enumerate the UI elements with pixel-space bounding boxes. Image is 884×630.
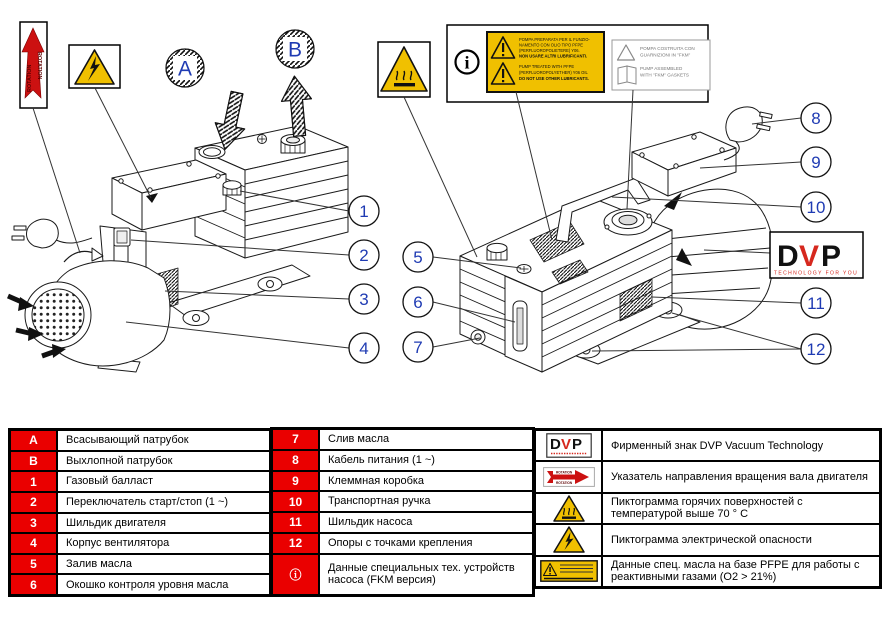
svg-text:D: D [777, 240, 799, 273]
legend-key-info-icon: ⓘ [272, 554, 319, 596]
legend-text: Шильдик двигателя [57, 513, 270, 534]
legend-key: 1 [10, 471, 57, 492]
svg-text:ROTATION: ROTATION [555, 470, 572, 475]
logo-tagline: TECHNOLOGY FOR YOU [773, 270, 859, 277]
legend-text: Пиктограмма горячих поверхностей с температурой выше 70 ° C [602, 493, 880, 524]
legend-text: Указатель направления вращения вала двигателя [602, 461, 880, 492]
rotation-text: ROTATION [36, 52, 42, 80]
oil-fill-plug [517, 265, 531, 274]
svg-text:POMPA PREPARATA PER IL FUNZIO-: POMPA PREPARATA PER IL FUNZIO- [519, 37, 590, 42]
left-pump-plug [12, 219, 92, 248]
legend-text: Клеммная коробка [319, 471, 533, 492]
svg-text:3: 3 [359, 290, 369, 309]
gas-ballast-knob [223, 181, 241, 195]
svg-text:(PERFLUOROPOLIETERE) Y06.: (PERFLUOROPOLIETERE) Y06. [519, 48, 580, 53]
legend-key: 11 [272, 512, 319, 533]
legend-key: 6 [10, 574, 57, 595]
pfpe-label-icon [535, 556, 602, 587]
svg-text:P: P [821, 240, 842, 273]
legend-text: Слив масла [319, 429, 533, 450]
svg-text:V: V [799, 240, 820, 273]
svg-text:6: 6 [413, 293, 423, 312]
legend-text: Шильдик насоса [319, 512, 533, 533]
svg-text:A: A [177, 57, 193, 81]
svg-text:(PERFLUOROPOLYETHER) Y06 OIL: (PERFLUOROPOLYETHER) Y06 OIL [519, 70, 588, 75]
legend-key: B [10, 451, 57, 472]
pfpe-oil-label [487, 32, 604, 92]
legend-text: Данные спец. масла на базе PFPE для работы с реактивными газами (O2 > 21%) [602, 556, 880, 587]
electrical-hazard-icon [535, 524, 602, 555]
svg-text:i: i [464, 52, 470, 73]
legend-key: 12 [272, 533, 319, 554]
legend-text: Пиктограмма электрической опасности [602, 524, 880, 555]
svg-text:NON USARE ALTRI LUBRIFICANTI.: NON USARE ALTRI LUBRIFICANTI. [519, 53, 588, 59]
fan-housing [25, 248, 170, 366]
svg-text:10: 10 [806, 198, 826, 217]
svg-text:PUMP TREATED WITH PFPE: PUMP TREATED WITH PFPE [519, 64, 575, 69]
legend-key: 3 [10, 513, 57, 534]
svg-text:1: 1 [359, 202, 369, 221]
outlet-arrow [279, 75, 314, 137]
exhaust-flange [604, 209, 652, 235]
legend-key: 7 [272, 429, 319, 450]
legend-text: Корпус вентилятора [57, 533, 270, 554]
svg-text:11: 11 [807, 294, 825, 313]
svg-text:ROTATION: ROTATION [555, 480, 572, 485]
legend-key: 9 [272, 471, 319, 492]
rotation-arrow-icon [535, 461, 602, 492]
svg-text:P: P [571, 436, 582, 454]
legend-text: Залив масла [57, 554, 270, 575]
legend-text: Выхлопной патрубок [57, 451, 270, 472]
svg-text:7: 7 [413, 338, 423, 357]
svg-text:V: V [560, 436, 571, 454]
right-pump-drawing [460, 107, 773, 372]
svg-text:D: D [549, 436, 561, 454]
legend-text: Всасывающий патрубок [57, 430, 270, 451]
legend-key: A [10, 430, 57, 451]
svg-text:5: 5 [413, 248, 423, 267]
right-terminal-box [632, 132, 736, 196]
svg-text:GUARNIZIONI IN "FKM": GUARNIZIONI IN "FKM" [640, 52, 691, 58]
legend-key: 8 [272, 450, 319, 471]
top-screw [258, 135, 267, 144]
marker-inlet-a [166, 49, 204, 87]
dvp-logo-icon [535, 430, 602, 461]
svg-text:B: B [287, 38, 303, 62]
svg-text:POMPA COSTRUITA CON: POMPA COSTRUITA CON [640, 46, 695, 51]
inlet-port [199, 146, 225, 159]
legend-text: Данные специальных тех. устройств насоса (FKM версия) [319, 554, 533, 596]
marker-outlet-b [276, 30, 314, 68]
svg-text:12: 12 [806, 340, 826, 359]
rotation-text: ROTATION [27, 64, 33, 92]
oil-drain-plug [471, 330, 485, 344]
svg-text:9: 9 [811, 153, 821, 172]
legend-table-left [8, 428, 272, 597]
left-pump-drawing [8, 75, 348, 372]
legend-text: Окошко контроля уровня масла [57, 574, 270, 595]
svg-text:8: 8 [811, 109, 821, 128]
legend-text: Фирменный знак DVP Vacuum Technology [602, 430, 880, 461]
legend-table-middle [270, 427, 535, 597]
legend-table-icons [533, 428, 882, 589]
legend-text: Транспортная ручка [319, 491, 533, 512]
legend-key: 5 [10, 554, 57, 575]
svg-text:4: 4 [359, 339, 369, 358]
svg-text:DO NOT USE OTHER LUBRICANTS.: DO NOT USE OTHER LUBRICANTS. [519, 76, 589, 81]
fkm-gaskets-label [612, 40, 710, 90]
legend-key: 4 [10, 533, 57, 554]
legend-key: 10 [272, 491, 319, 512]
info-icon [456, 51, 479, 74]
svg-text:WITH "FKM" GASKETS: WITH "FKM" GASKETS [640, 72, 689, 78]
svg-text:NAMENTO CON OLIO TIPO PFPE: NAMENTO CON OLIO TIPO PFPE [519, 42, 583, 48]
legend-key: 2 [10, 492, 57, 513]
manual-book-icon [618, 66, 636, 84]
svg-text:PUMP ASSEMBLED: PUMP ASSEMBLED [640, 66, 683, 71]
hot-surface-icon [535, 493, 602, 524]
exhaust-cap [281, 135, 305, 154]
legend-text: Переключатель старт/стоп (1 ~) [57, 492, 270, 513]
legend-text: Кабель питания (1 ~) [319, 450, 533, 471]
legend-text: Опоры с точками крепления [319, 533, 533, 554]
svg-text:2: 2 [359, 246, 369, 265]
legend-text: Газовый балласт [57, 471, 270, 492]
oil-fill-cap [487, 243, 507, 260]
